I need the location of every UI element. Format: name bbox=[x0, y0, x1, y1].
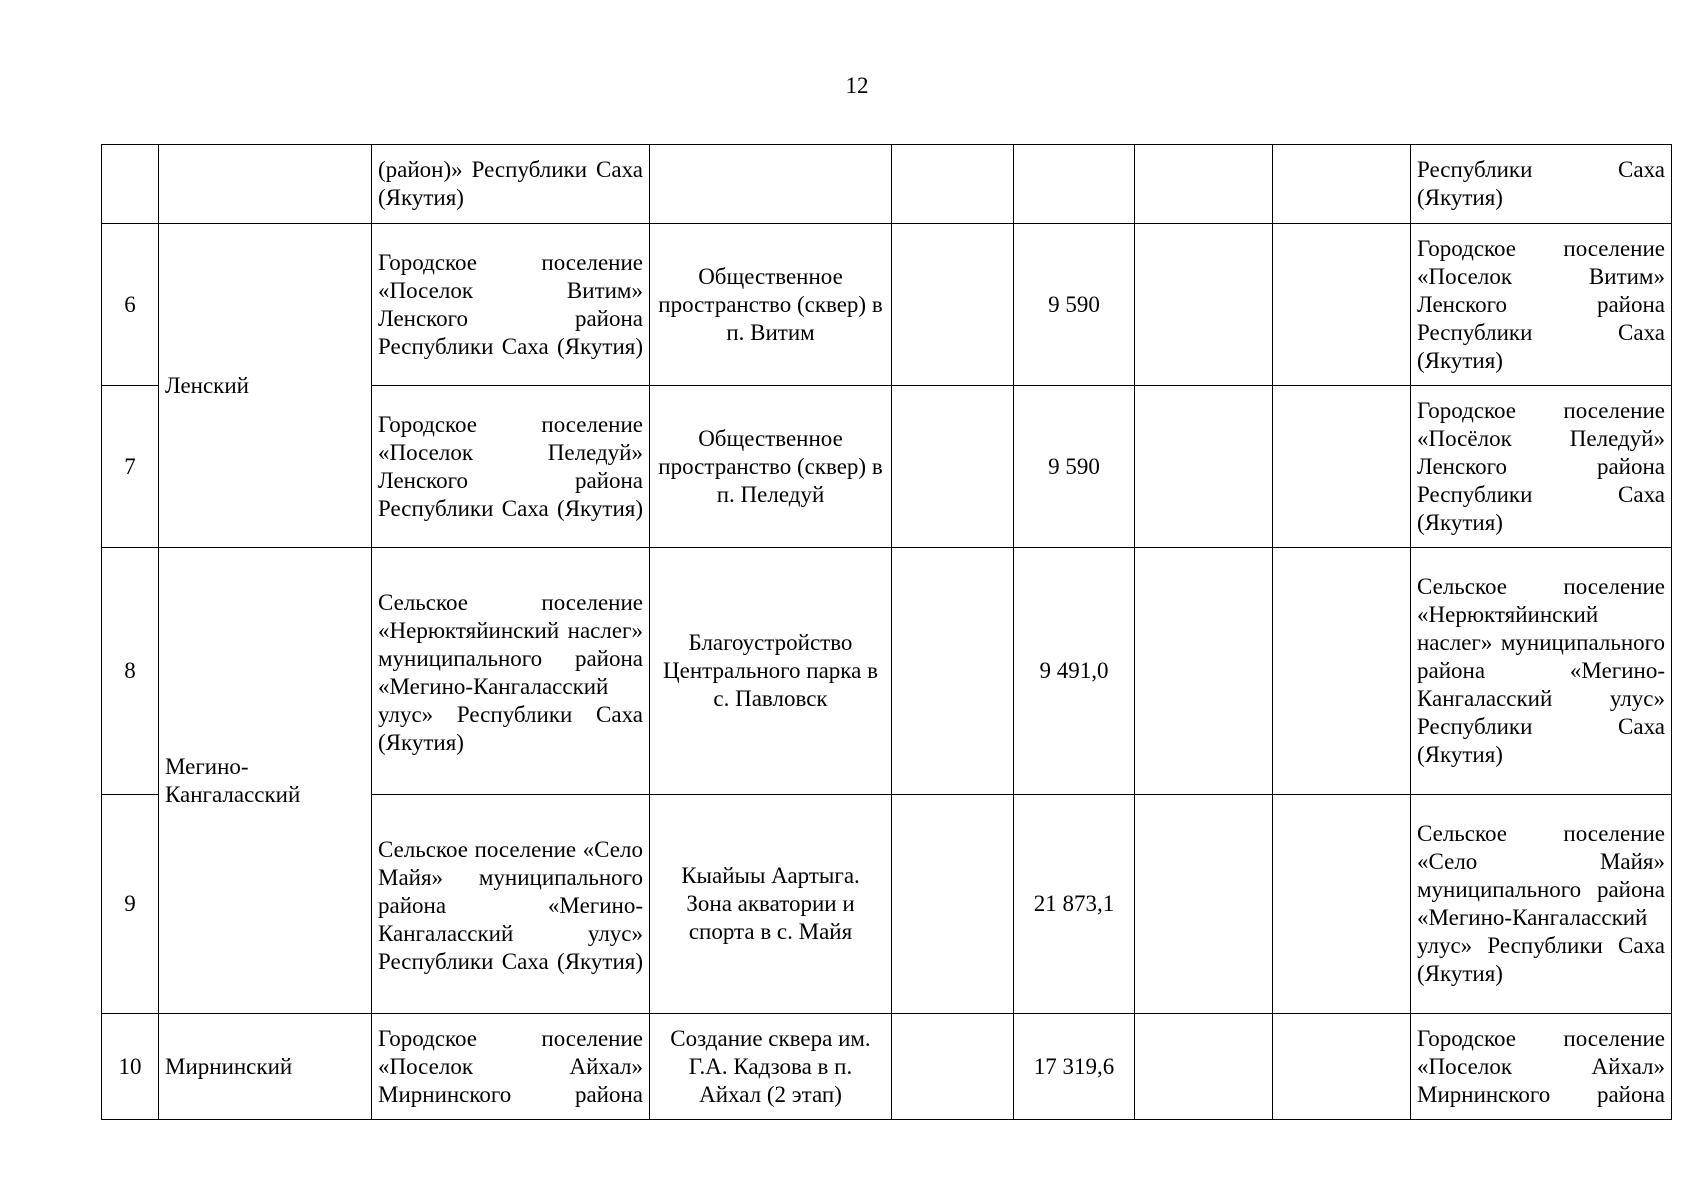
project-cell: Благоустройство Центрального парка в с. Павловск bbox=[650, 548, 892, 795]
recipient-cell: Сельское поселение «Нерюктяйинский наслег» муниципального района «Мегино-Кангаласский улус» Республики Саха (Якутия) bbox=[372, 548, 650, 795]
district-cell: Мирнинский bbox=[159, 1014, 372, 1120]
recipient-cell: Городское поселение «Поселок Витим» Ленского района Республики Саха (Якутия) bbox=[372, 224, 650, 386]
amount-cell: 9 590 bbox=[1014, 386, 1135, 548]
district-cell bbox=[159, 145, 372, 224]
empty-cell bbox=[1273, 224, 1411, 386]
recipient-cell: Сельское поселение «Село Майя» муниципального района «Мегино-Кангаласский улус» Республики Саха (Якутия) bbox=[372, 795, 650, 1014]
row-number bbox=[102, 145, 159, 224]
owner-cell: Городское поселение «Посёлок Пеледуй» Ленского района Республики Саха (Якутия) bbox=[1411, 386, 1672, 548]
empty-cell bbox=[1135, 1014, 1273, 1120]
amount-cell bbox=[1014, 145, 1135, 224]
empty-cell bbox=[1273, 548, 1411, 795]
row-number: 10 bbox=[102, 1014, 159, 1120]
empty-cell bbox=[1135, 386, 1273, 548]
project-cell: Создание сквера им. Г.А. Кадзова в п. Айхал (2 этап) bbox=[650, 1014, 892, 1120]
amount-cell: 9 491,0 bbox=[1014, 548, 1135, 795]
owner-cell: Сельское поселение «Село Майя» муниципального района «Мегино-Кангаласский улус» Республики Саха (Якутия) bbox=[1411, 795, 1672, 1014]
district-cell: Мегино-Кангаласский bbox=[159, 548, 372, 1014]
district-cell: Ленский bbox=[159, 224, 372, 548]
recipient-cell: (район)» Республики Саха (Якутия) bbox=[372, 145, 650, 224]
amount-cell: 17 319,6 bbox=[1014, 1014, 1135, 1120]
row-number: 7 bbox=[102, 386, 159, 548]
recipient-cell: Городское поселение «Поселок Айхал» Мирнинского района bbox=[372, 1014, 650, 1120]
table-row bbox=[102, 224, 1672, 386]
owner-cell: Городское поселение «Поселок Айхал» Мирнинского района bbox=[1411, 1014, 1672, 1120]
owner-cell: Республики Саха (Якутия) bbox=[1411, 145, 1672, 224]
empty-cell bbox=[1273, 145, 1411, 224]
empty-cell bbox=[1273, 795, 1411, 1014]
project-cell: Общественное пространство (сквер) в п. Витим bbox=[650, 224, 892, 386]
amount-cell: 9 590 bbox=[1014, 224, 1135, 386]
owner-cell: Сельское поселение «Нерюктяйинский наслег» муниципального района «Мегино-Кангаласский улус» Республики Саха (Якутия) bbox=[1411, 548, 1672, 795]
owner-cell: Городское поселение «Поселок Витим» Ленского района Республики Саха (Якутия) bbox=[1411, 224, 1672, 386]
page-number: 12 bbox=[845, 73, 869, 98]
recipient-cell: Городское поселение «Поселок Пеледуй» Ленского района Республики Саха (Якутия) bbox=[372, 386, 650, 548]
row-number: 6 bbox=[102, 224, 159, 386]
empty-cell bbox=[892, 1014, 1014, 1120]
empty-cell bbox=[1135, 145, 1273, 224]
table-row bbox=[102, 1014, 1672, 1120]
empty-cell bbox=[1273, 1014, 1411, 1120]
empty-cell bbox=[892, 386, 1014, 548]
empty-cell bbox=[892, 795, 1014, 1014]
table-row bbox=[102, 548, 1672, 795]
row-number: 8 bbox=[102, 548, 159, 795]
project-cell: Кыайыы Аартыга. Зона акватории и спорта в с. Майя bbox=[650, 795, 892, 1014]
row-number: 9 bbox=[102, 795, 159, 1014]
project-cell bbox=[650, 145, 892, 224]
empty-cell bbox=[892, 145, 1014, 224]
document-table bbox=[101, 144, 1672, 1120]
empty-cell bbox=[892, 224, 1014, 386]
amount-cell: 21 873,1 bbox=[1014, 795, 1135, 1014]
empty-cell bbox=[892, 548, 1014, 795]
project-cell: Общественное пространство (сквер) в п. Пеледуй bbox=[650, 386, 892, 548]
empty-cell bbox=[1135, 224, 1273, 386]
empty-cell bbox=[1135, 548, 1273, 795]
empty-cell bbox=[1273, 386, 1411, 548]
empty-cell bbox=[1135, 795, 1273, 1014]
table-row bbox=[102, 145, 1672, 224]
